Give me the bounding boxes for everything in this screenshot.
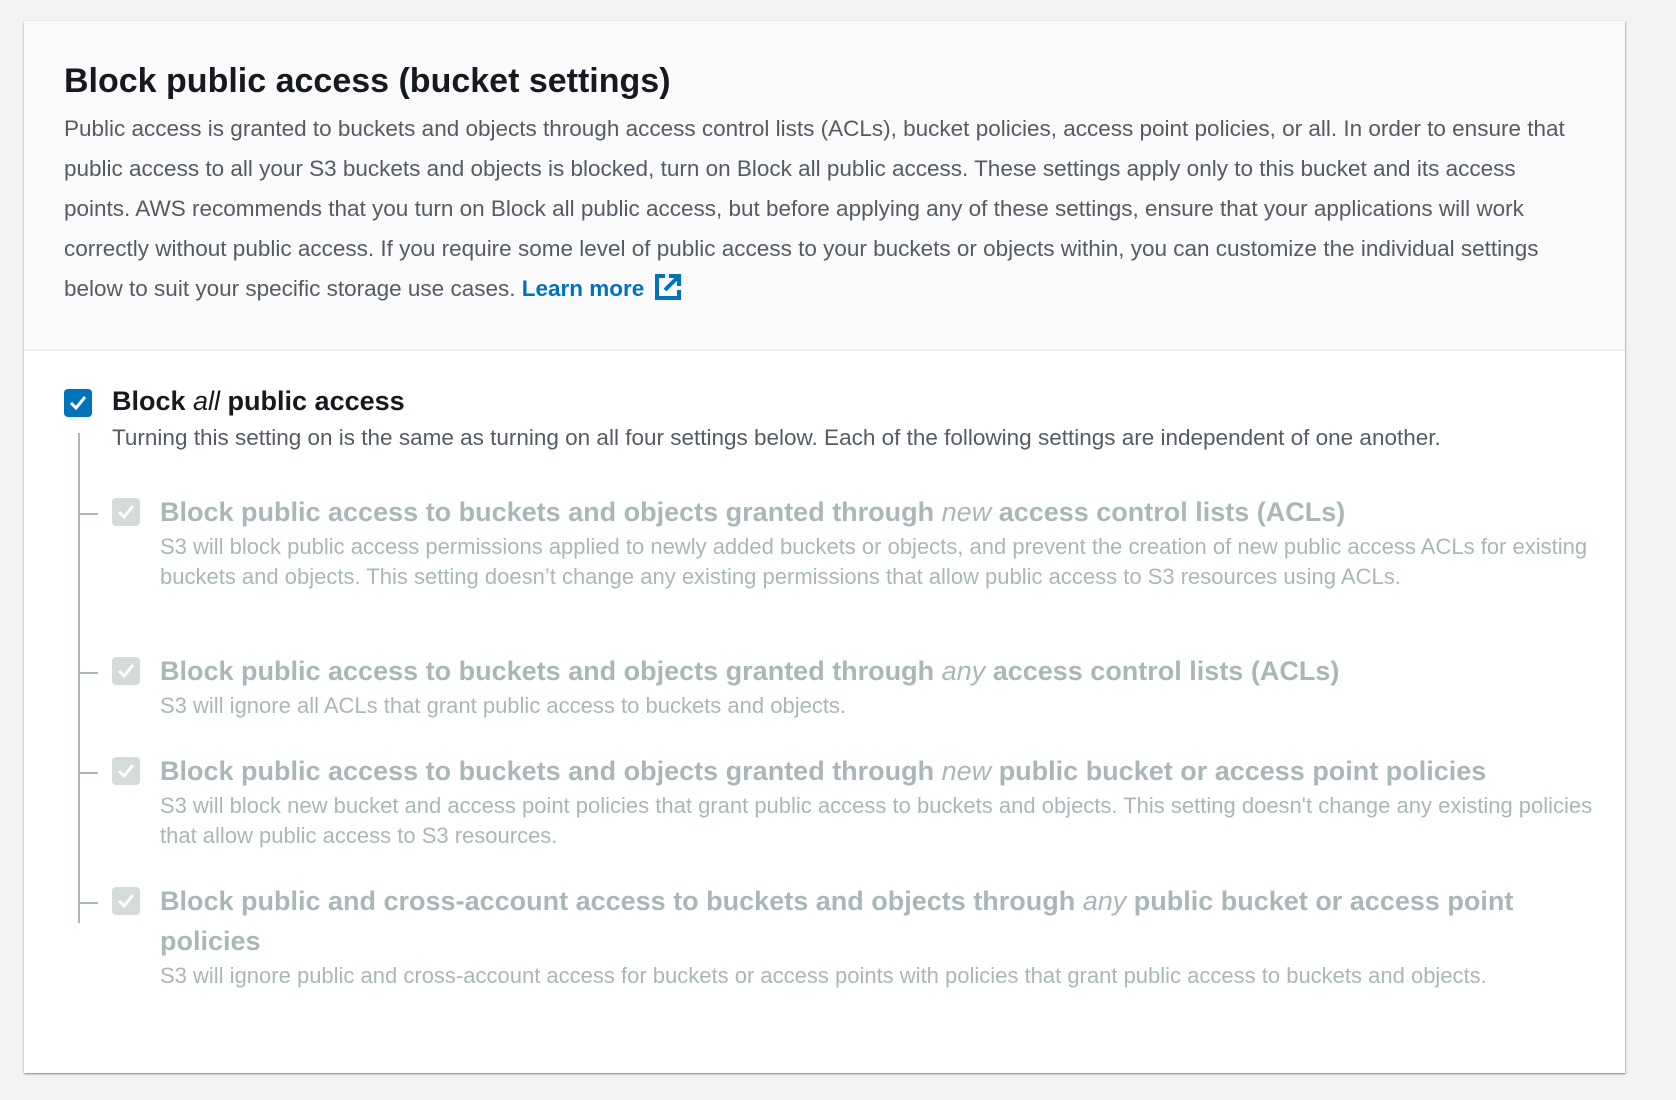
setting-new-acls xyxy=(112,492,1602,592)
setting-new-policies xyxy=(112,751,1602,851)
setting-title: Block public access to buckets and objects granted through any access control lists (ACLs) xyxy=(160,656,1340,686)
setting-any-acls xyxy=(112,651,1602,721)
tree-branch xyxy=(78,513,98,515)
setting-description: S3 will ignore all ACLs that grant public access to buckets and objects. xyxy=(160,693,847,718)
setting-any-policies xyxy=(112,881,1602,991)
setting-description: S3 will block public access permissions applied to newly added buckets or objects, and prevent the creation of new public access ACLs for existing buckets and objects. This setting doesn’t change any existing permissions that allow public access to S3 resources using ACLs. xyxy=(160,534,1588,589)
panel-description xyxy=(64,109,1584,309)
setting-checkbox[interactable] xyxy=(112,757,140,785)
check-icon xyxy=(116,761,136,781)
setting-description: S3 will ignore public and cross-account access for buckets or access points with policies that grant public access to buckets and objects. xyxy=(160,963,1487,988)
setting-checkbox[interactable] xyxy=(112,887,140,915)
setting-description: S3 will block new bucket and access point policies that grant public access to buckets and objects. This setting doesn't change any existing policies that allow public access to S3 resources. xyxy=(160,793,1593,848)
setting-title: Block public access to buckets and objects granted through new public bucket or access point policies xyxy=(160,756,1487,786)
block-all-checkbox[interactable] xyxy=(64,389,92,417)
check-icon xyxy=(116,502,136,522)
setting-title: Block public access to buckets and objects granted through new access control lists (ACLs) xyxy=(160,497,1346,527)
check-icon xyxy=(116,661,136,681)
check-icon xyxy=(68,393,88,413)
learn-more-link[interactable] xyxy=(522,276,683,301)
block-all-label[interactable]: Block all public access xyxy=(112,386,405,416)
tree-branch xyxy=(78,902,98,904)
page-title: Block public access (bucket settings) xyxy=(64,62,671,100)
tree-branch xyxy=(78,672,98,674)
check-icon xyxy=(116,891,136,911)
panel-header xyxy=(24,21,1625,351)
description-text: Public access is granted to buckets and objects through access control lists (ACLs), bucket policies, access point policies, or all. In order to ensure that public access to all your S3 buckets and objects is blocked, turn on Block all public access. These settings apply only to this bucket and its access points. AWS recommends that you turn on Block all public access, but before applying any of these settings, ensure that your applications will work correctly without public access. If you require some level of public access to your buckets or objects within, you can customize the individual settings below to suit your specific storage use cases. xyxy=(64,116,1565,301)
learn-more-label: Learn more xyxy=(521,276,645,301)
block-all-description: Turning this setting on is the same as turning on all four settings below. Each of the following settings are independent of one another. xyxy=(112,425,1441,450)
setting-checkbox[interactable] xyxy=(112,498,140,526)
setting-checkbox[interactable] xyxy=(112,657,140,685)
external-link-icon xyxy=(654,273,682,301)
setting-title: Block public and cross-account access to buckets and objects through any public bucket or access point policies xyxy=(160,886,1514,956)
block-public-access-panel xyxy=(24,21,1625,1073)
tree-branch xyxy=(78,772,98,774)
tree-line xyxy=(78,433,80,923)
